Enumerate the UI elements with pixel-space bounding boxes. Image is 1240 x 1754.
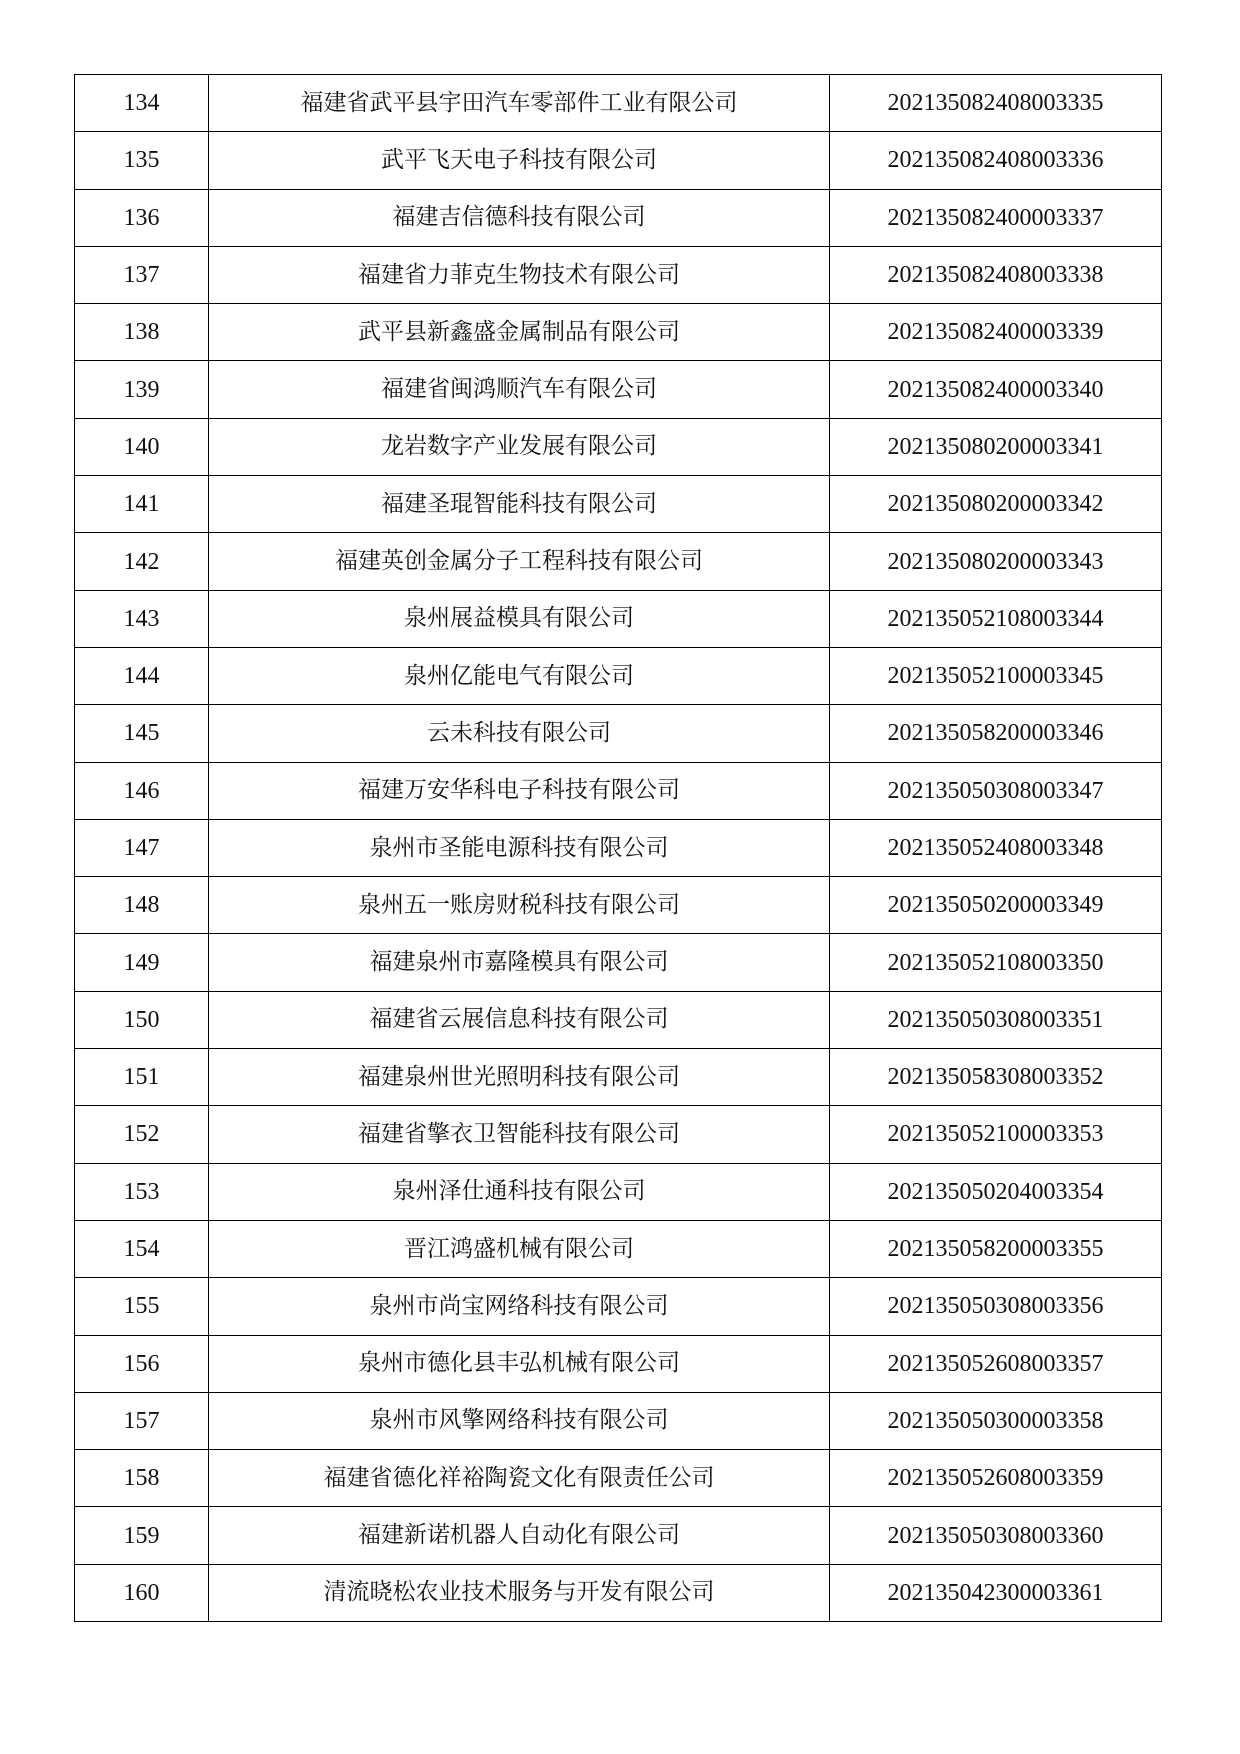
table-row (75, 75, 1162, 132)
table-row (75, 132, 1162, 189)
registration-code-cell: 202135050204003354 (830, 1163, 1162, 1220)
company-name-cell: 福建省闽鸿顺汽车有限公司 (209, 361, 830, 418)
company-name-cell: 福建英创金属分子工程科技有限公司 (209, 533, 830, 590)
row-number-cell: 160 (75, 1564, 209, 1621)
table-row (75, 1507, 1162, 1564)
row-number-cell: 149 (75, 934, 209, 991)
company-name-cell: 晋江鸿盛机械有限公司 (209, 1220, 830, 1277)
table-row (75, 246, 1162, 303)
company-name-cell: 泉州市圣能电源科技有限公司 (209, 819, 830, 876)
company-name-cell: 福建吉信德科技有限公司 (209, 189, 830, 246)
table-row (75, 1106, 1162, 1163)
registration-code-cell: 202135050308003347 (830, 762, 1162, 819)
company-name-cell: 福建省力菲克生物技术有限公司 (209, 246, 830, 303)
row-number-cell: 150 (75, 991, 209, 1048)
row-number-cell: 148 (75, 877, 209, 934)
company-name-cell: 福建省云展信息科技有限公司 (209, 991, 830, 1048)
company-name-cell: 福建万安华科电子科技有限公司 (209, 762, 830, 819)
registration-code-cell: 202135080200003342 (830, 476, 1162, 533)
row-number-cell: 135 (75, 132, 209, 189)
table-row (75, 189, 1162, 246)
company-name-cell: 泉州亿能电气有限公司 (209, 647, 830, 704)
company-name-cell: 武平县新鑫盛金属制品有限公司 (209, 304, 830, 361)
row-number-cell: 144 (75, 647, 209, 704)
company-name-cell: 福建圣琨智能科技有限公司 (209, 476, 830, 533)
row-number-cell: 146 (75, 762, 209, 819)
row-number-cell: 139 (75, 361, 209, 418)
registration-code-cell: 202135052108003350 (830, 934, 1162, 991)
table-body (75, 75, 1162, 1622)
row-number-cell: 134 (75, 75, 209, 132)
row-number-cell: 141 (75, 476, 209, 533)
registration-code-cell: 202135050308003356 (830, 1278, 1162, 1335)
registration-code-cell: 202135050300003358 (830, 1392, 1162, 1449)
table-row (75, 1564, 1162, 1621)
table-row (75, 361, 1162, 418)
table-row (75, 877, 1162, 934)
row-number-cell: 158 (75, 1450, 209, 1507)
registration-code-cell: 202135042300003361 (830, 1564, 1162, 1621)
registration-code-cell: 202135082408003336 (830, 132, 1162, 189)
table-row (75, 1392, 1162, 1449)
row-number-cell: 140 (75, 418, 209, 475)
table-row (75, 991, 1162, 1048)
company-name-cell: 泉州市风擎网络科技有限公司 (209, 1392, 830, 1449)
company-name-cell: 泉州市尚宝网络科技有限公司 (209, 1278, 830, 1335)
registration-code-cell: 202135050200003349 (830, 877, 1162, 934)
table-row (75, 647, 1162, 704)
table-row (75, 1335, 1162, 1392)
row-number-cell: 157 (75, 1392, 209, 1449)
company-name-cell: 福建泉州世光照明科技有限公司 (209, 1049, 830, 1106)
row-number-cell: 136 (75, 189, 209, 246)
company-name-cell: 泉州泽仕通科技有限公司 (209, 1163, 830, 1220)
registration-code-cell: 202135052108003344 (830, 590, 1162, 647)
table-row (75, 1450, 1162, 1507)
registration-code-cell: 202135052100003353 (830, 1106, 1162, 1163)
table-row (75, 1220, 1162, 1277)
table-row (75, 1163, 1162, 1220)
company-name-cell: 福建省德化祥裕陶瓷文化有限责任公司 (209, 1450, 830, 1507)
company-name-cell: 龙岩数字产业发展有限公司 (209, 418, 830, 475)
row-number-cell: 137 (75, 246, 209, 303)
company-name-cell: 泉州展益模具有限公司 (209, 590, 830, 647)
row-number-cell: 154 (75, 1220, 209, 1277)
registration-code-cell: 202135052100003345 (830, 647, 1162, 704)
company-name-cell: 福建省擎衣卫智能科技有限公司 (209, 1106, 830, 1163)
row-number-cell: 151 (75, 1049, 209, 1106)
company-name-cell: 云未科技有限公司 (209, 705, 830, 762)
table-row (75, 476, 1162, 533)
registration-code-cell: 202135082408003338 (830, 246, 1162, 303)
company-name-cell: 泉州五一账房财税科技有限公司 (209, 877, 830, 934)
table-row (75, 1049, 1162, 1106)
company-name-cell: 福建省武平县宇田汽车零部件工业有限公司 (209, 75, 830, 132)
row-number-cell: 152 (75, 1106, 209, 1163)
registration-code-cell: 202135082400003337 (830, 189, 1162, 246)
row-number-cell: 159 (75, 1507, 209, 1564)
table-row (75, 762, 1162, 819)
table-row (75, 1278, 1162, 1335)
row-number-cell: 153 (75, 1163, 209, 1220)
row-number-cell: 143 (75, 590, 209, 647)
company-name-cell: 福建泉州市嘉隆模具有限公司 (209, 934, 830, 991)
table-row (75, 934, 1162, 991)
company-name-cell: 福建新诺机器人自动化有限公司 (209, 1507, 830, 1564)
table-row (75, 819, 1162, 876)
company-name-cell: 泉州市德化县丰弘机械有限公司 (209, 1335, 830, 1392)
company-name-cell: 武平飞天电子科技有限公司 (209, 132, 830, 189)
registration-code-cell: 202135050308003360 (830, 1507, 1162, 1564)
registration-code-cell: 202135058200003346 (830, 705, 1162, 762)
row-number-cell: 156 (75, 1335, 209, 1392)
row-number-cell: 155 (75, 1278, 209, 1335)
table-row (75, 304, 1162, 361)
registration-code-cell: 202135058200003355 (830, 1220, 1162, 1277)
table-row (75, 590, 1162, 647)
row-number-cell: 138 (75, 304, 209, 361)
table-row (75, 533, 1162, 590)
registration-code-cell: 202135052608003357 (830, 1335, 1162, 1392)
company-name-cell: 清流晓松农业技术服务与开发有限公司 (209, 1564, 830, 1621)
company-registry-table (74, 74, 1162, 1622)
row-number-cell: 147 (75, 819, 209, 876)
registration-code-cell: 202135050308003351 (830, 991, 1162, 1048)
registration-code-cell: 202135082408003335 (830, 75, 1162, 132)
table-row (75, 705, 1162, 762)
registration-code-cell: 202135082400003339 (830, 304, 1162, 361)
registration-code-cell: 202135052608003359 (830, 1450, 1162, 1507)
table-row (75, 418, 1162, 475)
registration-code-cell: 202135080200003341 (830, 418, 1162, 475)
row-number-cell: 142 (75, 533, 209, 590)
registration-code-cell: 202135082400003340 (830, 361, 1162, 418)
registration-code-cell: 202135080200003343 (830, 533, 1162, 590)
registration-code-cell: 202135058308003352 (830, 1049, 1162, 1106)
row-number-cell: 145 (75, 705, 209, 762)
registration-code-cell: 202135052408003348 (830, 819, 1162, 876)
